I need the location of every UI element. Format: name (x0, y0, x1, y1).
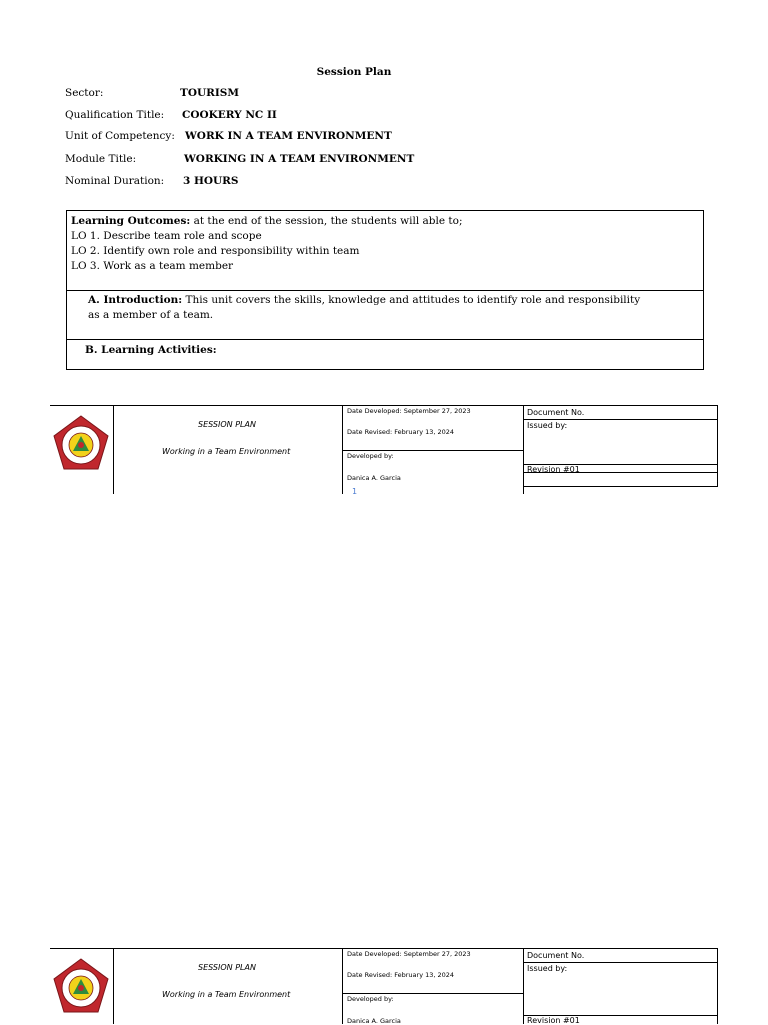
meta-value-module: WORKING IN A TEAM ENVIRONMENT (184, 153, 415, 165)
lo-item: LO 3. Work as a team member (71, 260, 234, 272)
plan-title: SESSION PLAN (198, 420, 256, 429)
meta-label-duration: Nominal Duration: (65, 175, 165, 187)
introduction-heading: A. Introduction: (88, 294, 183, 306)
issued-by-label: Issued by: (527, 964, 568, 973)
plan-subtitle: Working in a Team Environment (162, 990, 291, 999)
developed-by-label: Developed by: (347, 452, 394, 460)
learning-outcomes-intro: at the end of the session, the students will able to; (190, 215, 463, 227)
meta-value-unit: WORK IN A TEAM ENVIRONMENT (185, 130, 392, 142)
date-developed: Date Developed: September 27, 2023 (347, 407, 471, 415)
footer-header-block (50, 948, 718, 1024)
plan-title: SESSION PLAN (198, 963, 256, 972)
meta-value-sector: TOURISM (180, 87, 239, 99)
learning-outcomes-table (66, 210, 704, 370)
issued-by-label: Issued by: (527, 421, 568, 430)
date-revised: Date Revised: February 13, 2024 (347, 428, 455, 436)
school-seal-icon (52, 414, 110, 472)
meta-value-duration: 3 HOURS (183, 175, 239, 187)
meta-value-qualification: COOKERY NC II (182, 109, 277, 121)
document-no-label: Document No. (527, 408, 585, 417)
learning-outcomes-heading: Learning Outcomes: (71, 215, 191, 227)
meta-label-module: Module Title: (65, 153, 137, 165)
developer-name: Danica A. Garcia (347, 474, 401, 482)
revision-label: Revision #01 (527, 1016, 580, 1025)
meta-label-sector: Sector: (65, 87, 104, 99)
document-title: Session Plan (316, 66, 392, 78)
plan-subtitle: Working in a Team Environment (162, 447, 291, 456)
date-developed: Date Developed: September 27, 2023 (347, 950, 471, 958)
meta-label-unit: Unit of Competency: (65, 130, 175, 142)
introduction-text-line2: as a member of a team. (88, 309, 214, 321)
introduction-section (67, 291, 703, 340)
learning-activities-heading: B. Learning Activities: (85, 344, 217, 356)
lo-item: LO 1. Describe team role and scope (71, 230, 262, 242)
developer-name: Danica A. Garcia (347, 1017, 401, 1025)
document-no-label: Document No. (527, 951, 585, 960)
meta-label-qualification: Qualification Title: (65, 109, 165, 121)
school-seal-icon (52, 957, 110, 1015)
revision-label: Revision #01 (527, 465, 580, 472)
lo-item: LO 2. Identify own role and responsibility within team (71, 245, 360, 257)
date-revised: Date Revised: February 13, 2024 (347, 971, 455, 979)
developed-by-label: Developed by: (347, 995, 394, 1003)
footer-header-block (50, 405, 718, 494)
introduction-text-line1: This unit covers the skills, knowledge and attitudes to identify role and responsibility (182, 294, 641, 306)
page-number: 1 (352, 487, 358, 496)
learning-outcomes-section (67, 211, 703, 291)
